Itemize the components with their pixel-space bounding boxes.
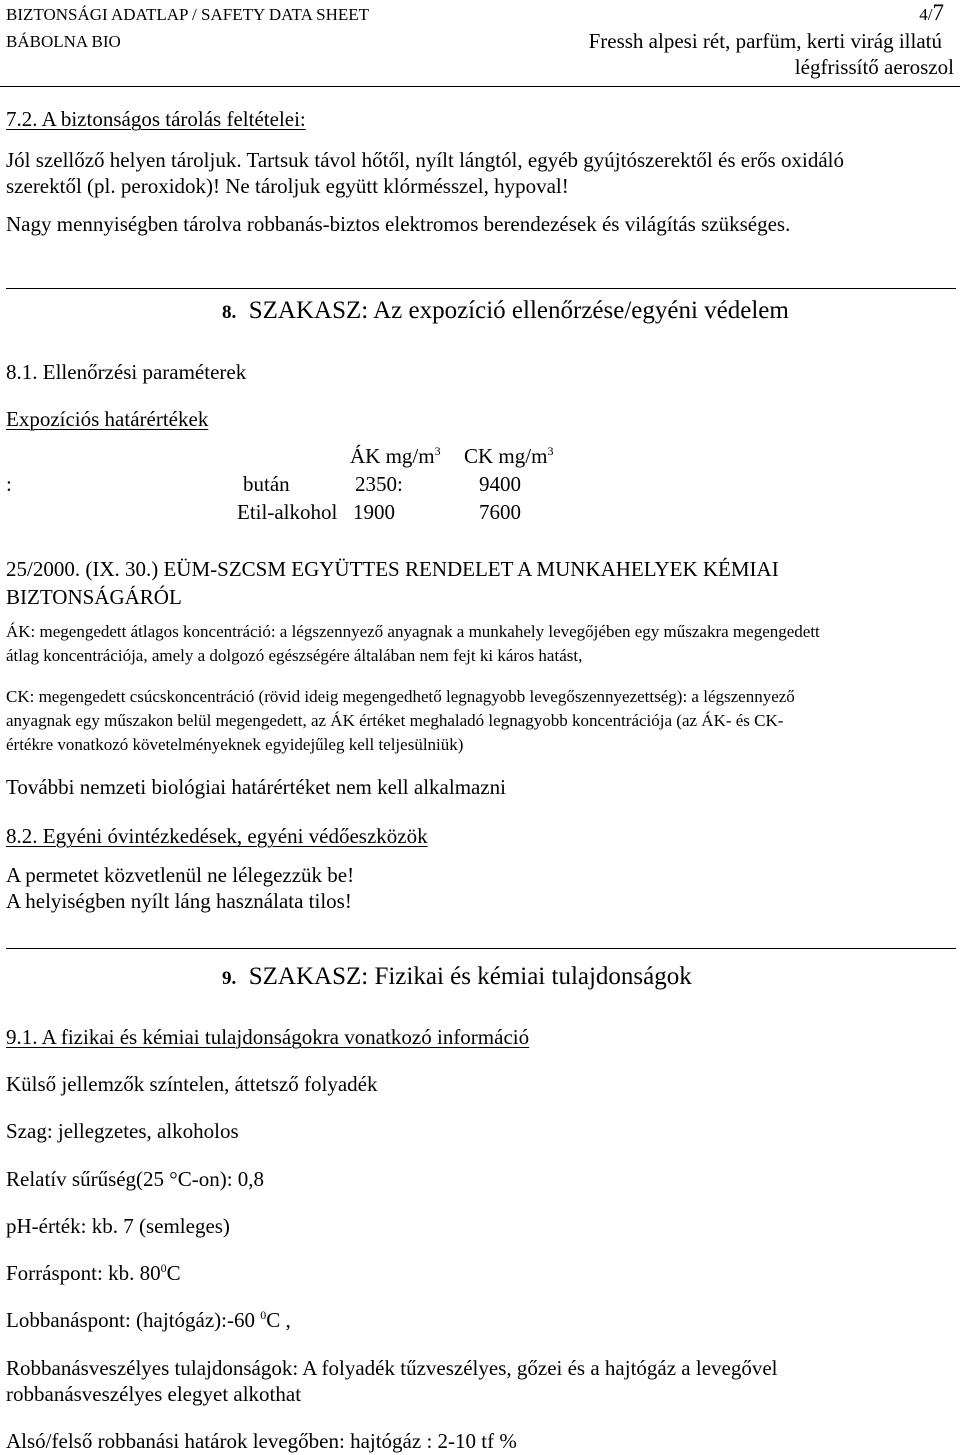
- page-number: [919, 0, 944, 26]
- table-header-ak-sup: 3: [434, 444, 441, 458]
- section-8-2-heading: 8.2. Egyéni óvintézkedések, egyéni védőeszközök: [6, 824, 428, 848]
- page-current: 4: [919, 5, 928, 24]
- header-product-line1: Fressh alpesi rét, parfüm, kerti virág illatú: [588, 29, 942, 53]
- biological-limit-note: További nemzeti biológiai határértéket nem kell alkalmazni: [6, 775, 507, 799]
- table-row-name: Etil-alkohol: [237, 500, 338, 524]
- ph-text: pH-érték: kb. 7 (semleges): [6, 1214, 230, 1238]
- section-8-1-heading: 8.1. Ellenőrzési paraméterek: [6, 360, 247, 384]
- boiling-point-label: Forráspont: kb. 80: [6, 1261, 161, 1285]
- table-header-ck-label: CK mg/m: [464, 444, 548, 468]
- ak-definition-line2: átlag koncentrációja, amely a dolgozó egészségére általában nem fejt ki káros hatást,: [6, 646, 583, 665]
- table-row-prefix: :: [6, 472, 12, 496]
- ak-definition-line1: ÁK: megengedett átlagos koncentráció: a légszennyező anyagnak a munkahely levegőjében egy műszakra megengedett: [6, 622, 820, 641]
- exposure-limits-heading: Expozíciós határértékek: [6, 407, 209, 431]
- ck-definition-line2: anyagnak egy műszakon belül megengedett, az ÁK értéket meghaladó legnagyobb koncentrációja (az ÁK- és CK-: [6, 711, 784, 730]
- table-header-ak: [350, 443, 441, 469]
- section-9-title: [222, 962, 692, 994]
- section-9-title-text: SZAKASZ: Fizikai és kémiai tulajdonságok: [248, 963, 692, 990]
- flash-point-label: Lobbanáspont: (hajtógáz):-60: [6, 1308, 256, 1332]
- boiling-point-sup: 0: [160, 1261, 167, 1275]
- regulation-line1: 25/2000. (IX. 30.) EÜM-SZCSM EGYÜTTES RENDELET A MUNKAHELYEK KÉMIAI: [6, 557, 779, 581]
- section-7-2-heading: 7.2. A biztonságos tárolás feltételei:: [6, 107, 306, 131]
- explosive-properties-line2: robbanásveszélyes elegyet alkothat: [6, 1382, 302, 1406]
- section-9-divider: [6, 948, 956, 949]
- flash-point-sup: 0: [260, 1308, 267, 1322]
- section-8-title-text: SZAKASZ: Az expozíció ellenőrzése/egyéni védelem: [248, 297, 789, 324]
- boiling-point-text: [6, 1260, 181, 1286]
- table-header-ck: [464, 443, 553, 469]
- section-8-title: [222, 296, 789, 328]
- table-row-ck: 9400: [479, 472, 521, 496]
- explosion-limits-text: Alsó/felső robbanási határok levegőben: hajtógáz : 2-10 tf %: [6, 1429, 517, 1453]
- ck-definition-line3: értékre vonatkozó követelményeknek egyidejűleg kell teljesülniük): [6, 735, 464, 754]
- table-row-ak: 1900: [353, 500, 395, 524]
- odor-text: Szag: jellegzetes, alkoholos: [6, 1119, 239, 1143]
- section-8-number: 8.: [222, 302, 237, 323]
- ppe-line2: A helyiségben nyílt láng használata tilos!: [6, 889, 352, 913]
- density-text: Relatív sűrűség(25 °C-on): 0,8: [6, 1167, 265, 1191]
- storage-text-line2: szerektől (pl. peroxidok)! Ne tároljuk együtt klórmésszel, hypoval!: [6, 174, 569, 198]
- table-row-ck: 7600: [479, 500, 521, 524]
- storage-text-line1: Jól szellőző helyen tároljuk. Tartsuk távol hőtől, nyílt lángtól, egyéb gyújtószerektől és erős oxidáló: [6, 148, 844, 172]
- page-total: 7: [932, 0, 944, 25]
- section-9-number: 9.: [222, 968, 237, 989]
- flash-point-text: [6, 1307, 291, 1333]
- table-row-ak: 2350:: [355, 472, 403, 496]
- explosive-properties-line1: Robbanásveszélyes tulajdonságok: A folyadék tűzveszélyes, gőzei és a hajtógáz a levegővel: [6, 1356, 778, 1380]
- flash-point-unit: C ,: [266, 1308, 291, 1332]
- storage-text-line3: Nagy mennyiségben tárolva robbanás-biztos elektromos berendezések és világítás szükséges.: [6, 212, 791, 236]
- header-divider: [0, 86, 960, 87]
- regulation-line2: BIZTONSÁGÁRÓL: [6, 585, 182, 609]
- section-9-1-heading: 9.1. A fizikai és kémiai tulajdonságokra vonatkozó információ: [6, 1025, 530, 1049]
- appearance-text: Külső jellemzők színtelen, áttetsző folyadék: [6, 1072, 378, 1096]
- page-separator: /: [927, 5, 933, 24]
- ppe-line1: A permetet közvetlenül ne lélegezzük be!: [6, 863, 355, 887]
- header-product-line2: légfrissítő aeroszol: [794, 55, 954, 79]
- section-8-divider: [6, 288, 956, 289]
- boiling-point-unit: C: [166, 1261, 181, 1285]
- ck-definition-line1: CK: megengedett csúcskoncentráció (rövid ideig megengedhető legnagyobb levegőszennyezettség): a légszennyező: [6, 687, 795, 706]
- table-header-ak-label: ÁK mg/m: [350, 444, 435, 468]
- header-company: BÁBOLNA BIO: [6, 32, 121, 51]
- table-row-name: bután: [243, 472, 290, 496]
- header-title: BIZTONSÁGI ADATLAP / SAFETY DATA SHEET: [6, 5, 370, 24]
- table-header-ck-sup: 3: [547, 444, 554, 458]
